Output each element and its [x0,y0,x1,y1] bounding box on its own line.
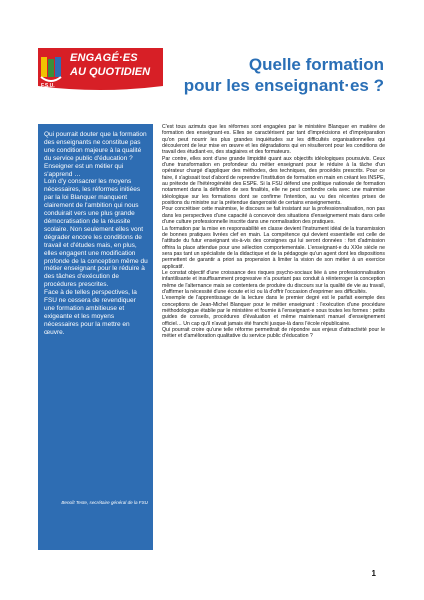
page-title [184,54,384,96]
logo-line1: ENGAGÉ·ES [70,52,138,64]
body-paragraph: L'exemple de l'apprentissage de la lecture dans le premier degré est le parfait exemple des conceptions de Jean-Michel Blanquer pour le métier enseignant : l'exécution d'une procédure méthodologique établie par le ministère et fournie à l'enseignant·e sous toutes les formes : petits guides de conseils, procédures d'évaluation et même maintenant manuel d'enseignement officiel… Un cap qu'il n'avait jamais été franchi jusque-là dans l'école républicaine. [162,295,385,327]
body-paragraph: Le constat objectif d'une croissance des risques psycho-sociaux liée à une professionnalisation infantilisante et insuffisamment progressive n'a pourtant pas conduit à réinterroger la conception même de l'alternance mais se contentera de produire du discours sur la qualité de vie au travail, d'affirmer la nécessité d'une écoute et ici ou là d'offrir l'occasion d'exprimer ses difficultés. [162,269,385,295]
sidebar-text [44,131,148,337]
article-body [162,124,385,340]
page-number: 1 [371,569,376,578]
fsu-logo-icon [38,55,64,85]
logo-line2: AU QUOTIDIEN [70,66,151,78]
sidebar-signature: Benoît Teste, secrétaire général de la FSU [61,500,148,505]
body-paragraph: Pour concrétiser cette mainmise, le discours se fait insistant sur la professionnalisation, non pas dans les perspectives d'une capacité à concevoir des situations d'enseignement mais dans celle d'une culture professionnelle inscrite dans une normalisation des pratiques. [162,206,385,226]
sidebar-paragraph: Loin d'y consacrer les moyens nécessaires, les réformes initiées par la loi Blanquer manquent clairement de l'ambition qui nous conduirait vers une plus grande démocratisation de la réussite scolaire. Non seulement elles vont dégrader encore les conditions de travail et d'études mais, en plus, elles engagent une modification profonde de la conception même du métier enseignant pour le réduire à des tâches d'exécution de procédures prescrites. [44,178,148,289]
sidebar-paragraph: Enseigner est un métier qui s'apprend … [44,162,124,178]
sidebar-paragraph: Qui pourrait douter que la formation des enseignants ne constitue pas une condition majeure à la qualité du service public d'éducation ? [44,131,147,162]
body-paragraph: La formation par la mise en responsabilité en classe devient l'instrument idéal de la transmission de bonnes pratiques livrées clef en main. La compétence qui devient essentielle est celle de l'attitude du futur enseignant vis-à-vis des consignes qui lui seront données : fort d'admission offrira la place attendue pour une sélection comportementale. L'enseignant·e du XXIe siècle ne sera pas tant un spécialiste de la didactique et de la pédagogie qu'un agent dont les dispositions permettent de garantir a priori sa propension à limiter la vision de son métier à un exercice applicatif. [162,225,385,270]
logo-org: F.S.U. [41,83,55,89]
body-paragraph: C'est tous azimuts que les réformes sont engagées par le ministère Blanquer en matière de formation des enseignant·es. Elles se caractérisent par tant d'imprécisions et d'impréparation qu'on peut nourrir les plus grandes inquiétudes sur les difficultés organisationnelles qui découleront de leur mise en œuvre et les dégradations qui en résulteront pour les conditions de travail des étudiant·es, des stagiaires et des formateurs. [162,124,385,156]
title-line2: pour les enseignant·es ? [183,76,384,95]
body-paragraph: Par contre, elles sont d'une grande limpidité quant aux objectifs idéologiques poursuivis. Ceux d'une transformation en profondeur du métier enseignant pour le réduire à la tâche d'un opérateur chargé d'appliquer des méthodes, des techniques, des procédés prescrits. Pour ce faire, il s'agissait tout d'abord de reprendre l'institution de formation en main en créant les INSPE, au prétexte de l'hétérogénéité des ESPE. Si la FSU défend une politique nationale de formation notamment dans la définition de ses finalités, elle ne peut confondre cela avec une mainmise idéologique sur les formations dont se confirme l'intention, au vu des récentes prises de positions du ministre sur la prétendue dangerosité de certains enseignements. [162,155,385,207]
body-paragraph: Qui pourrait croire qu'une telle réforme permettrait de répondre aux enjeux d'attractivité pour le métier et d'amélioration qualitative du service public d'éducation ? [162,327,385,340]
sidebar-paragraph: Face à de telles perspectives, la FSU ne cessera de revendiquer une formation ambitieuse et exigeante et les moyens nécessaires pour la mettre en œuvre. [44,289,137,336]
title-line1: Quelle formation [248,55,384,74]
